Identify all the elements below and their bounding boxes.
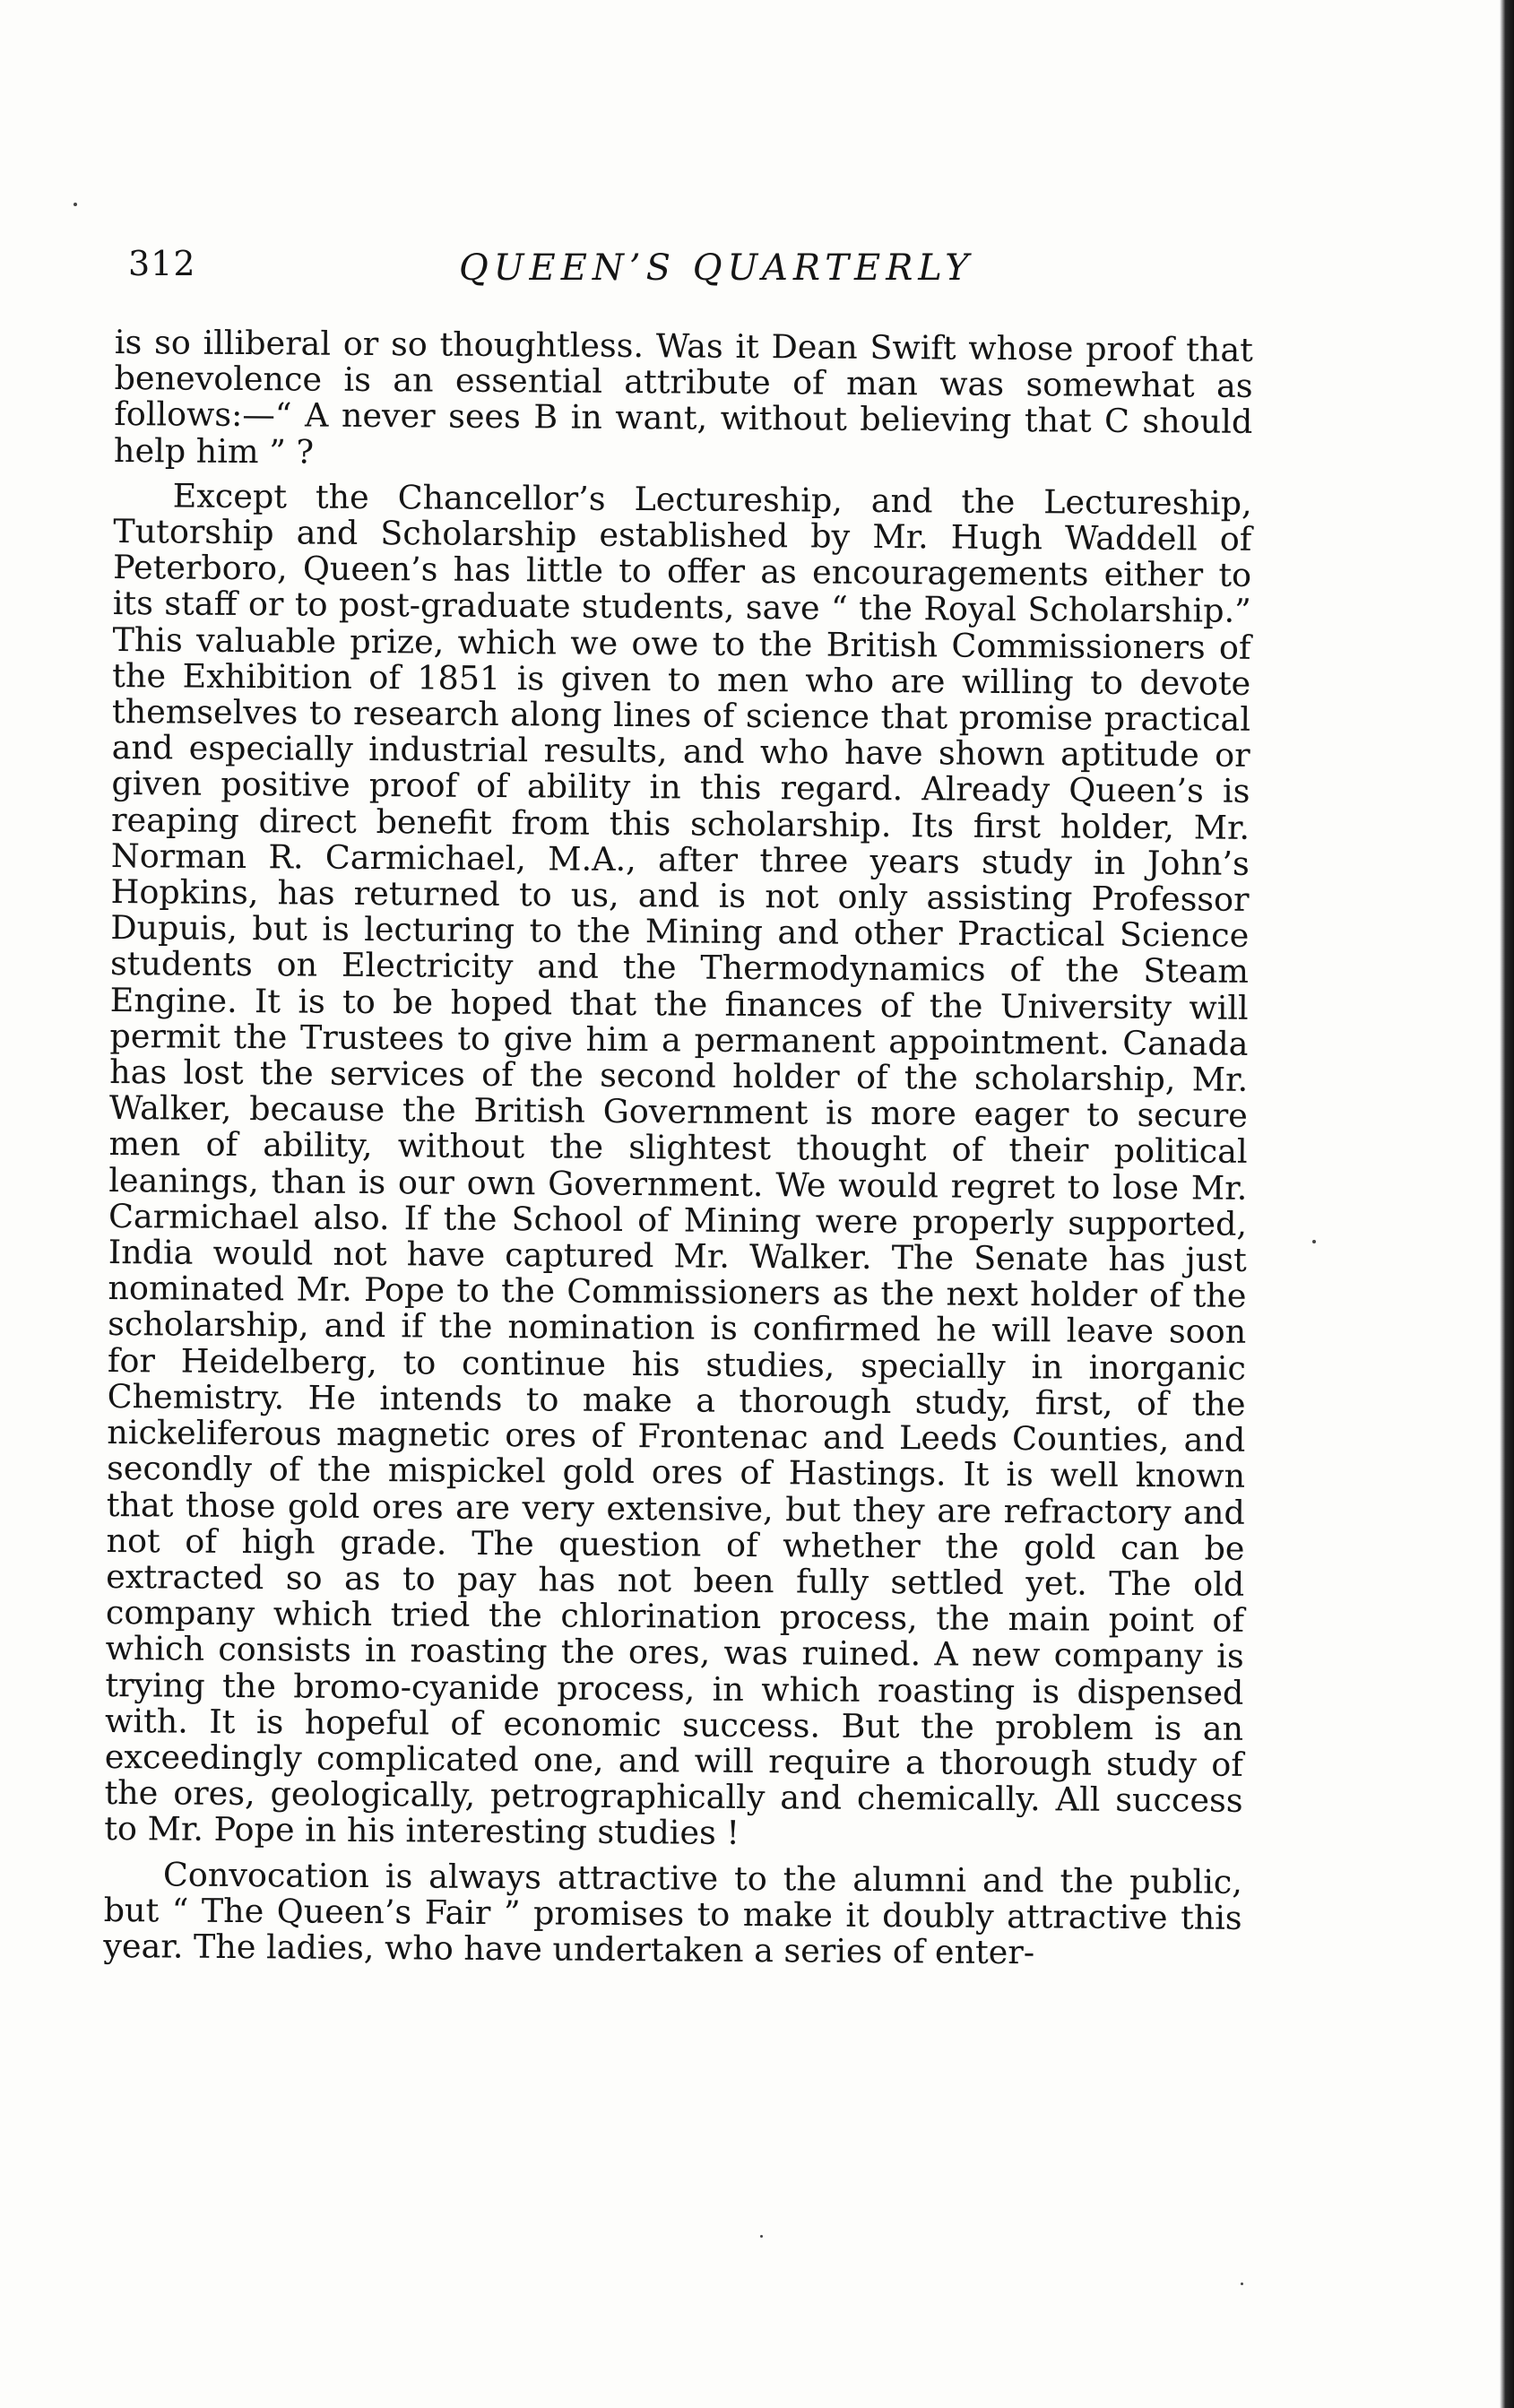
paragraph-continued: is so illiberal or so thoughtless. Was it Dean Swift whose proof that benevolence is an essential attribute of man was somewhat as follows:—“ A never sees B in want, without believing that C should help him ” ?	[113, 323, 1253, 472]
running-head-title: QUEEN’S QUARTERLY	[459, 247, 974, 289]
paragraph-convocation: Convocation is always attractive to the alumni and the public, but “ The Queen’s Fair ” promises to make it doubly attractive this year. The ladies, who have undertaken a series of enter-	[103, 1854, 1243, 1972]
scan-speck	[1241, 2282, 1243, 2285]
article-body	[103, 325, 1253, 1972]
scan-speck	[1312, 1240, 1316, 1243]
page-number: 312	[128, 244, 196, 283]
scan-speck	[760, 2235, 763, 2238]
scan-speck	[74, 203, 77, 206]
paragraph-royal-scholarship: Except the Chancellor’s Lectureship, and the Lectureship, Tutorship and Scholarship established by Mr. Hugh Waddell of Peterboro, Queen’s has little to offer as encouragements either to its staff or to post-graduate students, save “ the Royal Scholarship.” This valuable prize, which we owe to the British Commissioners of the Exhibition of 1851 is given to men who are willing to devote themselves to research along lines of science that promise practical and especially industrial results, and who have shown aptitude or given positive proof of ability in this regard. Already Queen’s is reaping direct benefit from this scholarship. Its first holder, Mr. Norman R. Carmichael, M.A., after three years study in John’s Hopkins, has returned to us, and is not only assisting Professor Dupuis, but is lecturing to the Mining and other Practical Science students on Electricity and the Thermodynamics of the Steam Engine. It is to be hoped that the finances of the University will permit the Trustees to give him a permanent appointment. Canada has lost the services of the second holder of the scholarship, Mr. Walker, because the British Government is more eager to secure men of ability, without the slightest thought of their political leanings, than is our own Government. We would regret to lose Mr. Carmichael also. If the School of Mining were properly supported, India would not have captured Mr. Walker. The Senate has just nominated Mr. Pope to the Commissioners as the next holder of the scholarship, and if the nomination is confirmed he will leave soon for Heidelberg, to continue his studies, specially in inorganic Chemistry. He intends to make a thorough study, first, of the nickeliferous magnetic ores of Frontenac and Leeds Counties, and secondly of the mispickel gold ores of Hastings. It is well known that those gold ores are very extensive, but they are refractory and not of high grade. The question of whether the gold can be extracted so as to pay has not been fully settled yet. The old company which tried the chlorination process, the main point of which consists in roasting the ores, was ruined. A new company is trying the bromo-cyanide process, in which roasting is dispensed with. It is hopeful of economic success. But the problem is an exceedingly complicated one, and will require a thorough study of the ores, geologically, petrographically and chemically. All success to Mr. Pope in his interesting studies !	[104, 476, 1252, 1853]
page-edge-shadow	[1500, 0, 1514, 2408]
